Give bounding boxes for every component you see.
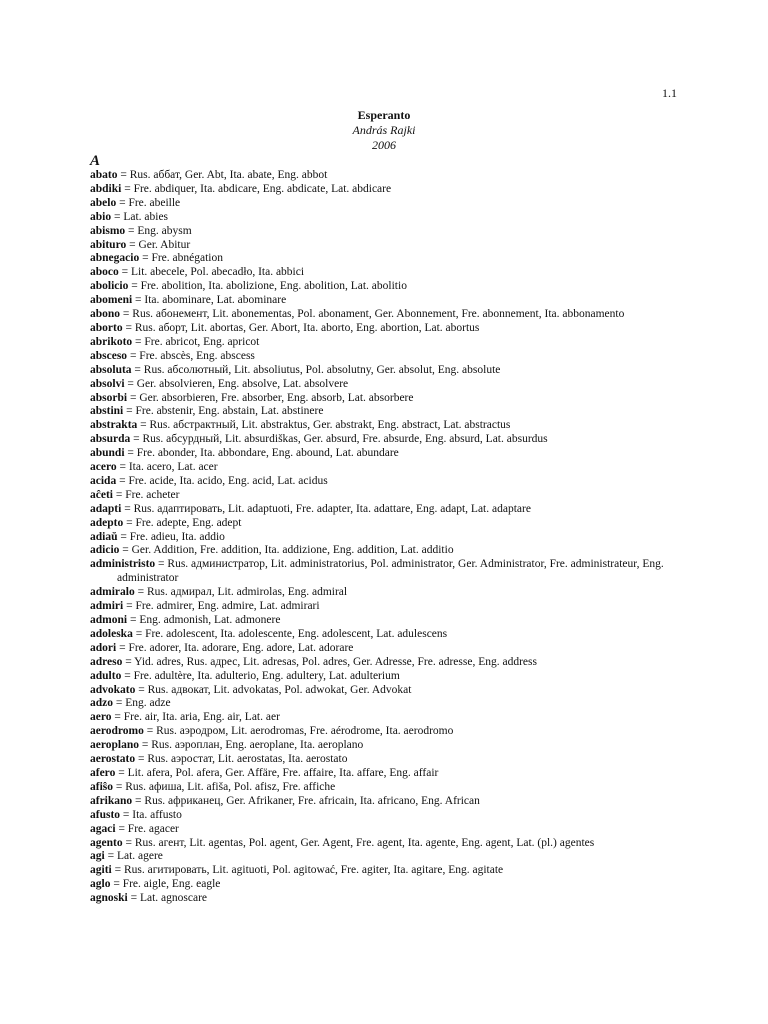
page-number: 1.1	[662, 86, 677, 100]
entry-translations: = Fre. abricot, Eng. apricot	[132, 335, 260, 348]
entry-headword: absurda	[90, 433, 131, 446]
entry-translations: = Yid. adres, Rus. адрес, Lit. adresas, Pol. adres, Ger. Adresse, Fre. adresse, Eng. address	[122, 655, 537, 668]
entry-translations: = Rus. аббат, Ger. Abt, Ita. abate, Eng. abbot	[117, 169, 328, 181]
entry-translations: = Lat. abies	[111, 210, 169, 223]
entry-headword: adiaŭ	[90, 530, 118, 543]
entry-headword: absolvi	[90, 377, 125, 390]
entry-headword: acero	[90, 461, 117, 474]
dictionary-entry	[90, 252, 690, 266]
entry-translations: = Fre. abscès, Eng. abscess	[127, 349, 255, 362]
entry-headword: agaci	[90, 822, 116, 835]
dictionary-entry	[90, 753, 690, 767]
entry-translations: = Ger. absolvieren, Eng. absolve, Lat. absolvere	[124, 377, 349, 390]
dictionary-entry	[90, 837, 690, 851]
entry-headword: absorbi	[90, 391, 128, 404]
entry-headword: afero	[90, 766, 116, 779]
dictionary-entry	[90, 364, 690, 378]
entry-headword: administristo	[90, 558, 156, 571]
entry-headword: aerostato	[90, 753, 136, 766]
entry-translations: = Lat. agnoscare	[127, 892, 208, 905]
entry-headword: abdiki	[90, 182, 122, 195]
dictionary-entry	[90, 878, 690, 892]
entry-translations: = Rus. абсурдный, Lit. absurdiškas, Ger. absurd, Fre. absurde, Eng. absurd, Lat. absurdus	[130, 433, 548, 446]
dictionary-entry	[90, 392, 690, 406]
dictionary-entry	[90, 239, 690, 253]
dictionary-entry	[90, 433, 690, 447]
entry-headword: aĉeti	[90, 488, 113, 501]
entry-translations: = Rus. афиша, Lit. afiša, Pol. afisz, Fre. affiche	[113, 780, 336, 793]
entry-headword: agnoski	[90, 892, 128, 905]
dictionary-entry	[90, 531, 690, 545]
dictionary-entry	[90, 823, 690, 837]
entry-headword: adori	[90, 641, 117, 654]
entry-translations: = Fre. abonder, Ita. abbondare, Eng. abound, Lat. abundare	[124, 447, 399, 460]
dictionary-entry	[90, 739, 690, 753]
dictionary-entry	[90, 350, 690, 364]
section-letter: A	[90, 153, 101, 169]
dictionary-entry	[90, 656, 690, 670]
entry-headword: adzo	[90, 697, 113, 710]
entry-translations: = Lat. agere	[104, 850, 163, 863]
dictionary-entry	[90, 336, 690, 350]
entry-headword: abstini	[90, 405, 124, 418]
entry-headword: abono	[90, 308, 121, 321]
entry-headword: abomeni	[90, 294, 133, 307]
entry-headword: afiŝo	[90, 780, 113, 793]
entry-translations: = Fre. abdiquer, Ita. abdicare, Eng. abdicate, Lat. abdicare	[121, 182, 392, 195]
dictionary-entry	[90, 781, 690, 795]
dictionary-entry	[90, 795, 690, 809]
dictionary-entry	[90, 892, 690, 906]
dictionary-entry	[90, 711, 690, 725]
entry-headword: abato	[90, 169, 118, 181]
entry-translations: = Ita. affusto	[120, 808, 182, 821]
dictionary-entry	[90, 697, 690, 711]
entry-translations: = Fre. aigle, Eng. eagle	[110, 878, 221, 891]
dictionary-entry	[90, 642, 690, 656]
dictionary-entry	[90, 767, 690, 781]
dictionary-entry	[90, 475, 690, 489]
entry-translations: = Rus. абсолютный, Lit. absoliutus, Pol. absolutny, Ger. absolut, Eng. absolute	[131, 363, 501, 376]
dictionary-entry	[90, 614, 690, 628]
entry-translations: = Fre. adorer, Ita. adorare, Eng. adore, Lat. adorare	[116, 641, 354, 654]
entry-translations: = Rus. африканец, Ger. Afrikaner, Fre. africain, Ita. africano, Eng. African	[132, 794, 480, 807]
entry-translations: = Rus. агитировать, Lit. agituoti, Pol. agitować, Fre. agiter, Ita. agitare, Eng. agitate	[111, 864, 504, 877]
entry-headword: adreso	[90, 655, 123, 668]
dictionary-entry	[90, 684, 690, 698]
dictionary-entry	[90, 169, 690, 183]
entry-headword: adoleska	[90, 627, 133, 640]
dictionary-entry	[90, 461, 690, 475]
entry-headword: acida	[90, 474, 117, 487]
entry-headword: aerodromo	[90, 725, 144, 738]
dictionary-entry	[90, 405, 690, 419]
entry-translations: = Rus. адмирал, Lit. admirolas, Eng. admiral	[134, 586, 348, 599]
entry-translations: = Rus. аэростат, Lit. aerostatas, Ita. aerostato	[135, 753, 348, 766]
dictionary-entry	[90, 864, 690, 878]
entry-headword: aeroplano	[90, 739, 139, 752]
entry-translations: = Fre. acide, Ita. acido, Eng. acid, Lat. acidus	[116, 474, 328, 487]
entry-translations: = Fre. adieu, Ita. addio	[117, 530, 225, 543]
entry-headword: abundi	[90, 447, 125, 460]
entry-translations: = Fre. admirer, Eng. admire, Lat. admirari	[123, 600, 320, 613]
entry-translations: = Fre. air, Ita. aria, Eng. air, Lat. aer	[111, 711, 280, 724]
entry-translations: = Ger. Addition, Fre. addition, Ita. addizione, Eng. addition, Lat. additio	[119, 544, 454, 557]
entry-translations: = Rus. агент, Lit. agentas, Pol. agent, Ger. Agent, Fre. agent, Ita. agente, Eng. agent, Lat. (pl.) agentes	[122, 836, 595, 849]
entry-translations: = Rus. абонемент, Lit. abonementas, Pol. abonament, Ger. Abonnement, Fre. abonnement, Ita. abbonamento	[120, 308, 625, 321]
entry-headword: abrikoto	[90, 335, 133, 348]
entry-headword: afrikano	[90, 794, 133, 807]
dictionary-entry	[90, 558, 690, 586]
entry-headword: abolicio	[90, 280, 129, 293]
dictionary-entry	[90, 419, 690, 433]
entry-headword: adicio	[90, 544, 120, 557]
entry-headword: admiralo	[90, 586, 135, 599]
entry-translations: = Fre. adultère, Ita. adulterio, Eng. adultery, Lat. adulterium	[121, 669, 400, 682]
dictionary-entry	[90, 725, 690, 739]
entry-headword: abituro	[90, 238, 127, 251]
document-title: Esperanto	[357, 108, 411, 122]
entry-translations: = Rus. адаптировать, Lit. adaptuoti, Fre. adapter, Ita. adattare, Eng. adapt, Lat. adaptare	[121, 502, 531, 515]
entry-translations: = Lit. afera, Pol. afera, Ger. Affäre, Fre. affaire, Ita. affare, Eng. affair	[115, 766, 439, 779]
dictionary-entry	[90, 322, 690, 336]
entry-headword: aboco	[90, 266, 119, 279]
entry-headword: adulto	[90, 669, 122, 682]
entry-headword: abelo	[90, 196, 117, 209]
entry-translations: = Fre. abeille	[116, 196, 181, 209]
entry-translations: = Fre. abnégation	[139, 252, 223, 265]
entry-headword: agi	[90, 850, 105, 863]
entry-translations: = Rus. адвокат, Lit. advokatas, Pol. adwokat, Ger. Advokat	[135, 683, 412, 696]
entry-translations: = Fre. adepte, Eng. adept	[123, 516, 242, 529]
document-author: András Rajki	[352, 123, 416, 137]
entry-translations: = Eng. abysm	[125, 224, 192, 237]
dictionary-entry	[90, 850, 690, 864]
entry-headword: agiti	[90, 864, 112, 877]
dictionary-entry	[90, 517, 690, 531]
entry-translations: = Fre. acheter	[112, 488, 180, 501]
entry-translations: = Ger. absorbieren, Fre. absorber, Eng. absorb, Lat. absorbere	[127, 391, 414, 404]
dictionary-entry	[90, 544, 690, 558]
dictionary-entry	[90, 211, 690, 225]
entry-headword: absoluta	[90, 363, 132, 376]
entry-headword: advokato	[90, 683, 136, 696]
document-header	[0, 108, 768, 153]
dictionary-entry	[90, 670, 690, 684]
dictionary-entry	[90, 378, 690, 392]
entry-translations: = Rus. аэродром, Lit. aerodromas, Fre. aérodrome, Ita. aerodromo	[143, 725, 454, 738]
dictionary-entry	[90, 266, 690, 280]
entry-translations: = Rus. администратор, Lit. administratorius, Pol. administrator, Ger. Administrator, Fre. administrateur, Eng. administrator	[117, 558, 664, 585]
dictionary-entry	[90, 225, 690, 239]
entry-translations: = Ita. abominare, Lat. abominare	[132, 294, 287, 307]
dictionary-entry	[90, 280, 690, 294]
entry-translations: = Ger. Abitur	[126, 238, 191, 251]
dictionary-entry	[90, 308, 690, 322]
entry-headword: abstrakta	[90, 419, 138, 432]
dictionary-entry	[90, 809, 690, 823]
dictionary-entry	[90, 600, 690, 614]
entry-translations: = Rus. абстрактный, Lit. abstraktus, Ger. abstrakt, Eng. abstract, Lat. abstractus	[137, 419, 511, 432]
entry-headword: abio	[90, 210, 112, 223]
dictionary-entry	[90, 447, 690, 461]
entry-translations: = Rus. аборт, Lit. abortas, Ger. Abort, Ita. aborto, Eng. abortion, Lat. abortus	[122, 321, 480, 334]
dictionary-entry	[90, 183, 690, 197]
entry-headword: adapti	[90, 502, 122, 515]
entry-headword: abismo	[90, 224, 126, 237]
entry-headword: aglo	[90, 878, 111, 891]
entry-translations: = Fre. adolescent, Ita. adolescente, Eng. adolescent, Lat. adulescens	[132, 627, 448, 640]
dictionary-entry	[90, 489, 690, 503]
dictionary-entry	[90, 294, 690, 308]
entry-headword: absceso	[90, 349, 128, 362]
entry-headword: admiri	[90, 600, 124, 613]
entry-translations: = Ita. acero, Lat. acer	[116, 461, 218, 474]
entry-headword: aborto	[90, 321, 123, 334]
dictionary-entries	[90, 169, 690, 906]
entry-translations: = Eng. admonish, Lat. admonere	[127, 614, 281, 626]
entry-headword: afusto	[90, 808, 121, 821]
entry-headword: admoni	[90, 614, 128, 626]
entry-translations: = Eng. adze	[113, 697, 171, 710]
entry-translations: = Fre. abolition, Ita. abolizione, Eng. abolition, Lat. abolitio	[128, 280, 407, 293]
entry-headword: aero	[90, 711, 112, 724]
entry-headword: abnegacio	[90, 252, 140, 265]
entry-translations: = Rus. аэроплан, Eng. aeroplane, Ita. aeroplano	[139, 739, 364, 752]
dictionary-entry	[90, 503, 690, 517]
entry-translations: = Lit. abecele, Pol. abecadło, Ita. abbici	[118, 266, 305, 279]
dictionary-entry	[90, 586, 690, 600]
entry-translations: = Fre. abstenir, Eng. abstain, Lat. abstinere	[123, 405, 324, 418]
entry-headword: adepto	[90, 516, 124, 529]
dictionary-entry	[90, 628, 690, 642]
dictionary-entry	[90, 197, 690, 211]
entry-headword: agento	[90, 836, 123, 849]
entry-translations: = Fre. agacer	[115, 822, 179, 835]
document-year: 2006	[372, 138, 396, 152]
